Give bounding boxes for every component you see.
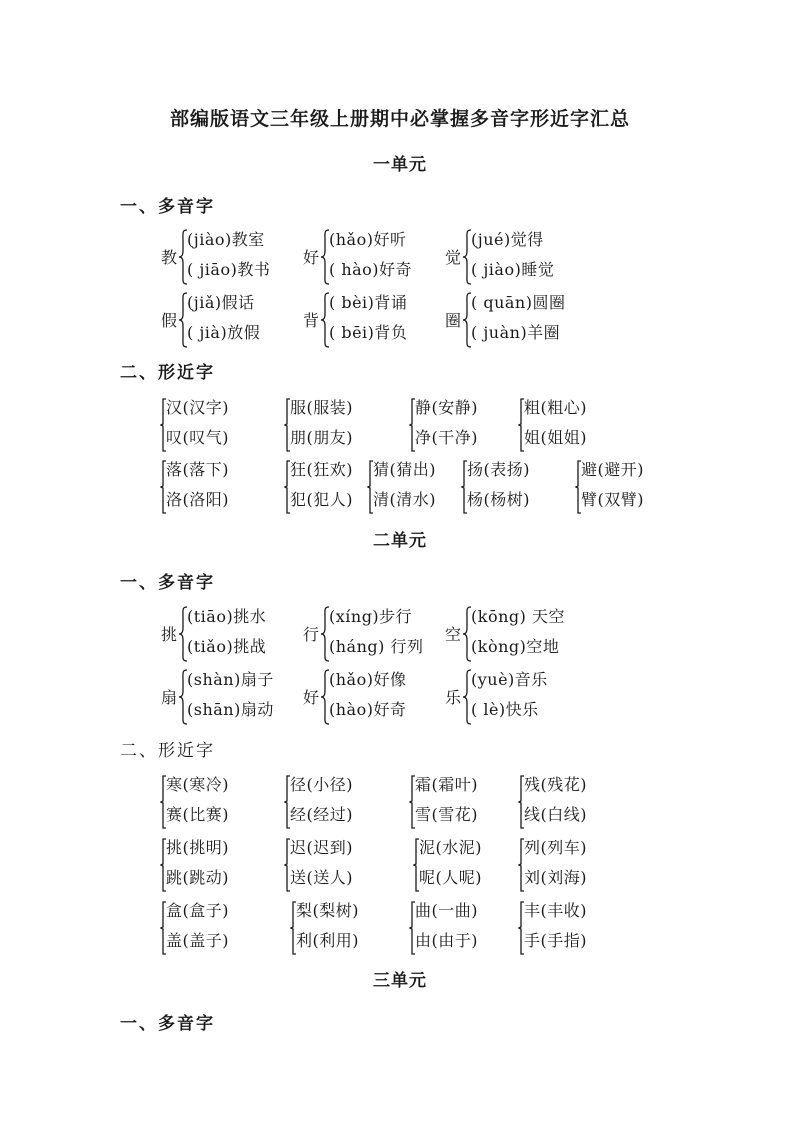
unit-2-similar-heading: 二、形近字 [120,741,215,761]
similar-char-line: 挑(挑明) [166,838,229,857]
reading-line: (háng) 行列 [329,637,424,656]
similar-char-line: 汉(汉字) [166,398,229,417]
reading-line: (shān)扇动 [187,700,274,719]
unit-1-similar-heading: 二、形近字 [120,363,215,383]
reading-line: (hǎo)好听 [329,230,407,249]
similar-char-line: 雪(雪花) [415,805,478,824]
polyphonic-char: 好 [303,248,320,267]
similar-char-line: 利(利用) [296,931,359,950]
polyphonic-char: 假 [161,311,178,330]
similar-char-line: 呢(人呢) [419,868,482,887]
similar-char-line: 犯(犯人) [290,490,353,509]
reading-line: (kòng)空地 [471,637,560,656]
reading-line: ( bēi)背负 [329,323,408,342]
similar-char-line: 刘(刘海) [524,868,587,887]
similar-char-line: 径(小径) [290,775,353,794]
similar-char-line: 迟(迟到) [290,838,353,857]
reading-line: ( juàn)羊圈 [471,323,561,342]
polyphonic-char: 扇 [161,688,178,707]
unit-2-heading: 二单元 [373,531,427,551]
page-title: 部编版语文三年级上册期中必掌握多音字形近字汇总 [169,108,630,130]
similar-char-line: 线(白线) [524,805,587,824]
unit-3-polyphonic-heading: 一、多音字 [120,1014,215,1034]
similar-char-line: 跳(跳动) [166,868,229,887]
reading-line: (hào)好奇 [329,700,407,719]
similar-char-line: 猜(猜出) [373,460,436,479]
reading-line: ( jià)放假 [187,323,261,342]
reading-line: ( jiào)睡觉 [471,260,555,279]
similar-char-line: 粗(粗心) [524,398,587,417]
similar-char-line: 杨(杨树) [467,490,530,509]
similar-char-line: 扬(表扬) [467,460,530,479]
polyphonic-char: 行 [303,625,320,644]
polyphonic-char: 空 [445,625,462,644]
similar-char-line: 赛(比赛) [166,805,229,824]
polyphonic-char: 好 [303,688,320,707]
similar-char-line: 由(由于) [415,931,478,950]
similar-char-line: 避(避开) [581,460,644,479]
similar-char-line: 梨(梨树) [296,901,359,920]
unit-1-polyphonic-heading: 一、多音字 [120,197,215,217]
similar-char-line: 朋(朋友) [290,428,353,447]
reading-line: ( quān)圆圈 [471,293,566,312]
similar-char-line: 经(经过) [290,805,353,824]
reading-line: (jué)觉得 [471,230,544,249]
similar-char-line: 服(服装) [290,398,353,417]
similar-char-line: 清(清水) [373,490,436,509]
similar-char-line: 盖(盖子) [166,931,229,950]
reading-line: (xíng)步行 [329,607,413,626]
similar-char-line: 叹(叹气) [166,428,229,447]
similar-char-line: 洛(洛阳) [166,490,229,509]
similar-char-line: 净(干净) [415,428,478,447]
similar-char-line: 手(手指) [524,931,587,950]
unit-2-polyphonic-heading: 一、多音字 [120,573,215,593]
similar-char-line: 姐(姐姐) [524,428,587,447]
reading-line: (tiāo)挑水 [187,607,267,626]
reading-line: ( lè)快乐 [471,700,539,719]
reading-line: (shàn)扇子 [187,670,274,689]
reading-line: (yuè)音乐 [471,670,548,689]
polyphonic-char: 乐 [445,688,462,707]
similar-char-line: 狂(狂欢) [290,460,353,479]
unit-1-heading: 一单元 [373,155,427,175]
similar-char-line: 列(列车) [524,838,587,857]
similar-char-line: 落(落下) [166,460,229,479]
polyphonic-char: 教 [161,248,178,267]
polyphonic-char: 觉 [445,248,462,267]
polyphonic-char: 挑 [161,625,178,644]
reading-line: ( jiāo)教书 [187,260,271,279]
reading-line: (jiǎ)假话 [187,293,255,312]
reading-line: ( bèi)背诵 [329,293,408,312]
similar-char-line: 寒(寒冷) [166,775,229,794]
similar-char-line: 霜(霜叶) [415,775,478,794]
reading-line: (tiǎo)挑战 [187,637,267,656]
reading-line: (jiào)教室 [187,230,265,249]
reading-line: (hǎo)好像 [329,670,407,689]
similar-char-line: 盒(盒子) [166,901,229,920]
similar-char-line: 曲(一曲) [415,901,478,920]
similar-char-line: 静(安静) [415,398,478,417]
similar-char-line: 丰(丰收) [524,901,587,920]
reading-line: ( hào)好奇 [329,260,413,279]
reading-line: (kōng) 天空 [471,607,565,626]
similar-char-line: 臂(双臂) [581,490,644,509]
polyphonic-char: 圈 [445,311,462,330]
polyphonic-char: 背 [303,311,320,330]
similar-char-line: 送(送人) [290,868,353,887]
similar-char-line: 残(残花) [524,775,587,794]
similar-char-line: 泥(水泥) [419,838,482,857]
unit-3-heading: 三单元 [373,971,427,991]
